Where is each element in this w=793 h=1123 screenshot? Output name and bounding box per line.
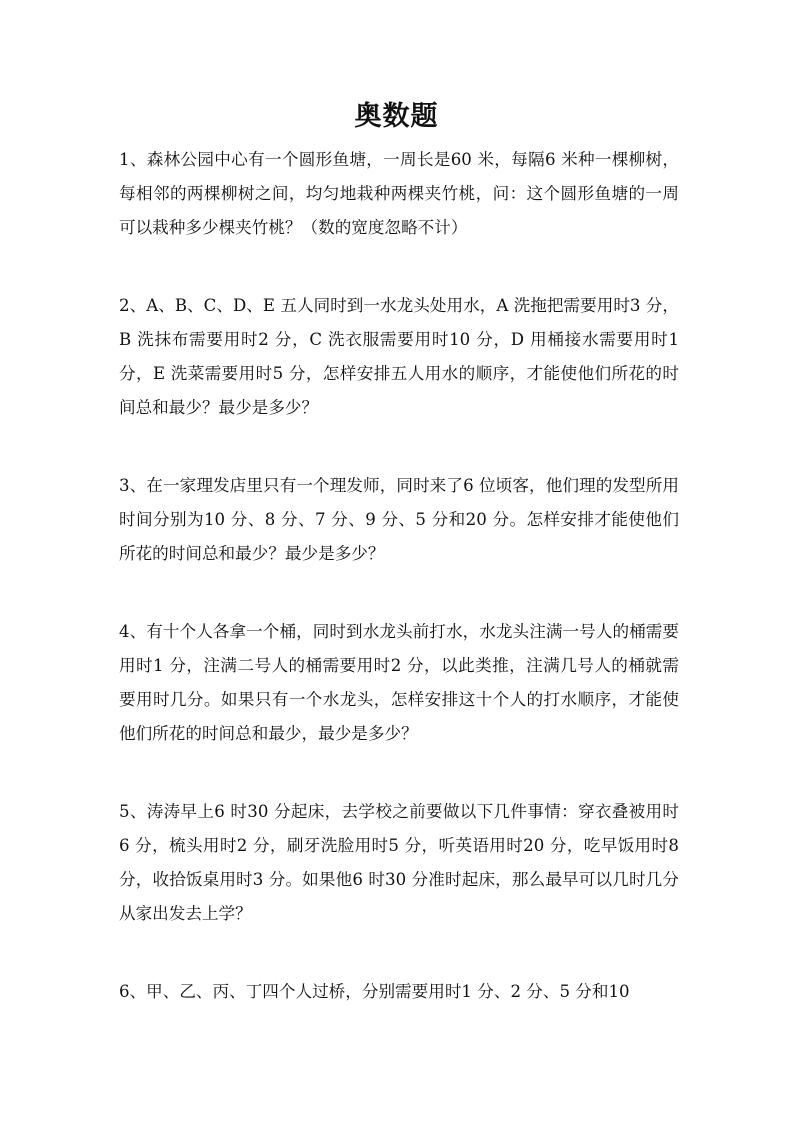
problem-3: 3、在一家理发店里只有一个理发师，同时来了6 位顷客，他们理的发型所用时间分别为10 分、8 分、7 分、9 分、5 分和20 分。怎样安排才能使他们所花的时间总和最少？最少是多少？ (119, 476, 679, 563)
document-title: 奥数题 (354, 101, 439, 132)
problem-6: 6、甲、乙、丙、丁四个人过桥，分别需要用时1 分、2 分、5 分和10 (119, 982, 630, 1001)
problem-list (119, 143, 679, 1009)
problem-5: 5、涛涛早上6 时30 分起床，去学校之前要做以下几件事情：穿衣叠被用时6 分，梳头用时2 分，刷牙洗脸用时5 分，听英语用时20 分，吃早饭用时8 分，收拾饭桌用时3 分。如果他6 时30 分准时起床，那么最早可以几时几分从家出发去上学？ (119, 802, 679, 923)
problem-1: 1、森林公园中心有一个圆形鱼塘，一周长是60 米，每隔6 米种一棵柳树，每相邻的两棵柳树之间，均匀地栽种两棵夹竹桃，问：这个圆形鱼塘的一周可以栽种多少棵夹竹桃？（数的宽度忽略不计） (119, 150, 679, 237)
problem-4: 4、有十个人各拿一个桶，同时到水龙头前打水，水龙头注满一号人的桶需要用时1 分，注满二号人的桶需要用时2 分，以此类推，注满几号人的桶就需要用时几分。如果只有一个水龙头，怎样安排这十个人的打水顺序，才能使他们所花的时间总和最少，最少是多少？ (119, 622, 679, 743)
problem-2: 2、A、B、C、D、E 五人同时到一水龙头处用水，A 洗拖把需要用时3 分，B 洗抹布需要用时2 分，C 洗衣服需要用时10 分，D 用桶接水需要用时1 分，E 洗菜需要用时5 分，怎样安排五人用水的顺序，才能使他们所花的时间总和最少？最少是多少？ (119, 296, 679, 417)
